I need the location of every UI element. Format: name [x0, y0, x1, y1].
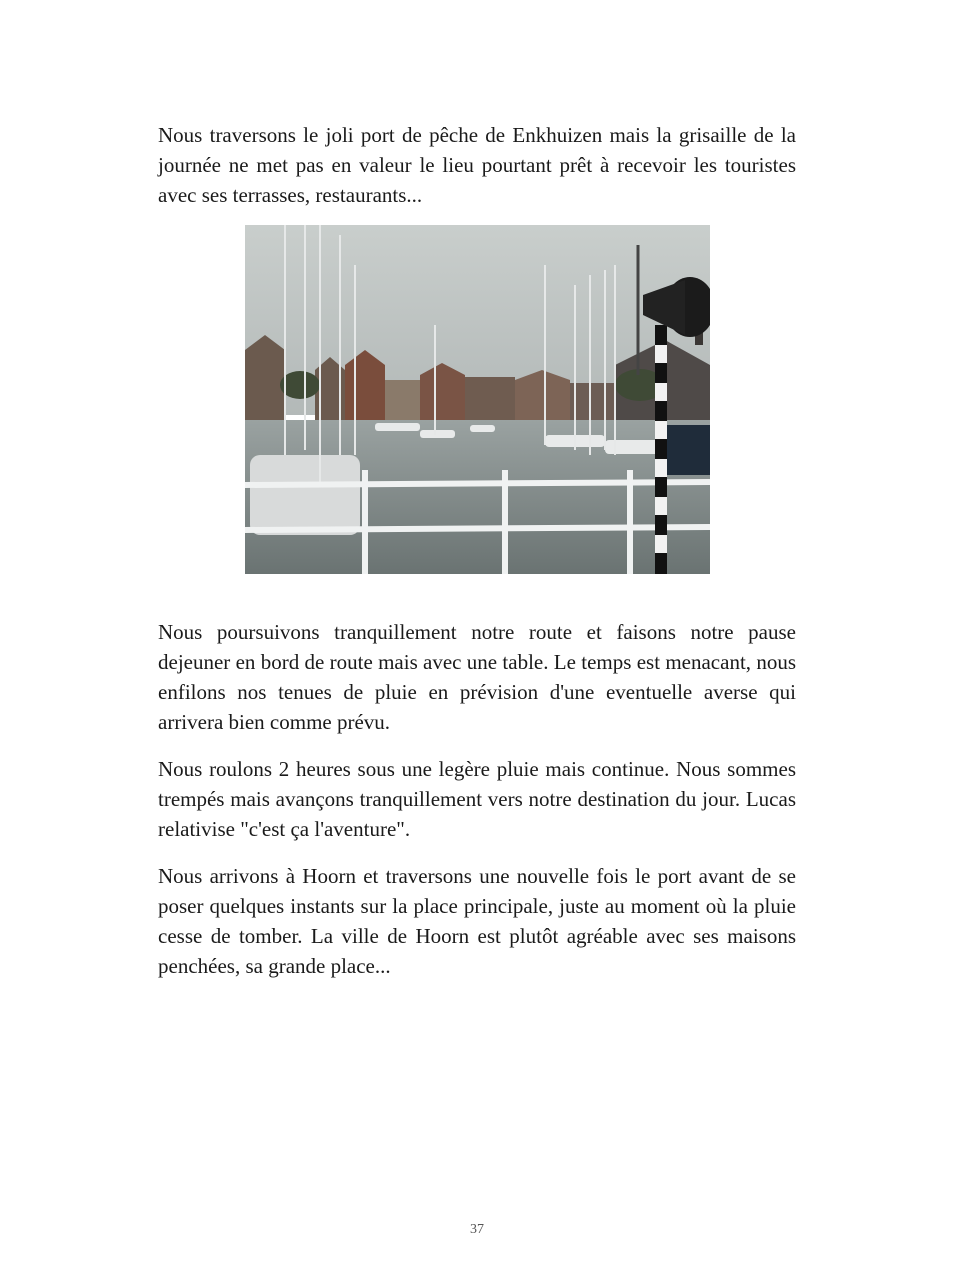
paragraph-2: Nous poursuivons tranquillement notre route et faisons notre pause dejeuner en bord de route mais avec une table. Le temps est menacant, nous enfilons nos tenues de pluie en prévision d'une eventuelle averse qui arrivera bien comme prévu. [158, 620, 796, 734]
page-number: 37 [470, 1222, 484, 1237]
paragraph-3: Nous roulons 2 heures sous une legère pluie mais continue. Nous sommes trempés mais avançons tranquillement vers notre destination du jour. Lucas relativise "c'est ça l'aventure". [158, 757, 796, 841]
paragraph-4: Nous arrivons à Hoorn et traversons une nouvelle fois le port avant de se poser quelques instants sur la place principale, juste au moment où la pluie cesse de tomber. La ville de Hoorn est plutôt agréable avec ses maisons penchées, sa grande place... [158, 864, 796, 978]
paragraph-1: Nous traversons le joli port de pêche de Enkhuizen mais la grisaille de la journée ne met pas en valeur le lieu pourtant prêt à recevoir les touristes avec ses terrasses, restaurants... [158, 123, 796, 207]
harbor-photo [245, 225, 710, 574]
